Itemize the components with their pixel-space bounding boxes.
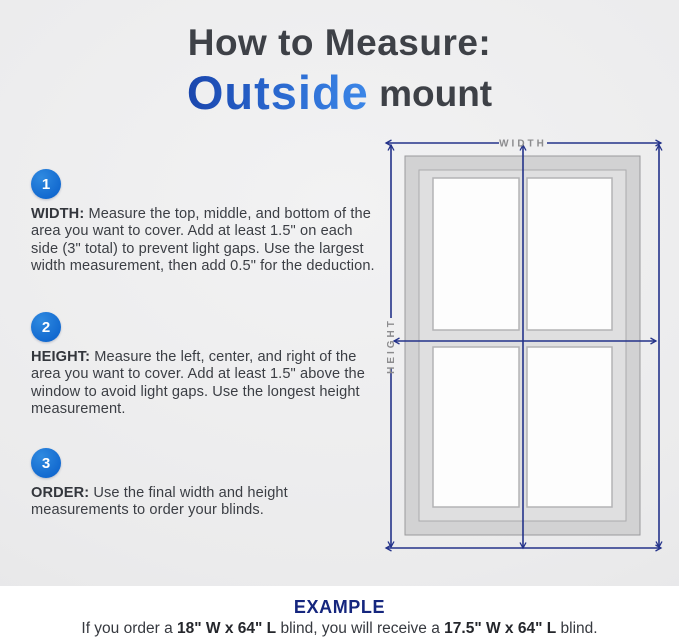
step-1-badge <box>31 169 61 199</box>
example-footer <box>0 586 679 644</box>
example-order-size: 18" W x 64" L <box>177 620 277 637</box>
step-2-number: 2 <box>41 318 51 336</box>
title-line2 <box>0 65 679 120</box>
window-diagram-svg <box>380 128 679 562</box>
title-line1: How to Measure: <box>187 22 492 63</box>
title-suffix: mount <box>379 73 493 114</box>
step-1-text <box>31 206 383 276</box>
example-suffix: blind. <box>556 620 598 637</box>
width-label: WIDTH <box>499 138 547 150</box>
step-2-label: HEIGHT: <box>31 349 91 365</box>
step-3-text <box>31 485 383 520</box>
step-3-badge <box>31 448 61 478</box>
step-1 <box>31 169 383 276</box>
step-2-badge <box>31 312 61 342</box>
title-highlight: Outside <box>186 66 369 119</box>
step-3 <box>31 448 383 520</box>
window-pane-bottom-right <box>527 347 612 507</box>
step-3-body: Use the final width and height measurements to order your blinds. <box>31 485 288 519</box>
step-1-body: Measure the top, middle, and bottom of the area you want to cover. Add at least 1.5" on each side (3" total) to prevent light gaps. Use the largest width measurement, then add 0.5" for the deduction. <box>31 206 375 275</box>
example-sentence <box>0 620 679 638</box>
height-label: HEIGHT <box>386 318 397 374</box>
step-1-number: 1 <box>41 175 51 193</box>
step-3-label: ORDER: <box>31 485 90 501</box>
window-pane-top-right <box>527 178 612 330</box>
step-2 <box>31 312 383 419</box>
step-3-number: 3 <box>41 454 51 472</box>
step-1-label: WIDTH: <box>31 206 85 222</box>
example-middle: blind, you will receive a <box>276 620 445 637</box>
step-2-text <box>31 349 383 419</box>
page-title <box>0 22 679 120</box>
example-receive-size: 17.5" W x 64" L <box>444 620 557 637</box>
window-measurement-diagram <box>380 128 679 562</box>
window-pane-bottom-left <box>433 347 519 507</box>
step-2-body: Measure the left, center, and right of the area you want to cover. Add at least 1.5" above the window to avoid light gaps. Use the longest height measurement. <box>31 349 365 418</box>
example-heading: EXAMPLE <box>293 597 386 617</box>
example-prefix: If you order a <box>81 620 178 637</box>
window-pane-top-left <box>433 178 519 330</box>
